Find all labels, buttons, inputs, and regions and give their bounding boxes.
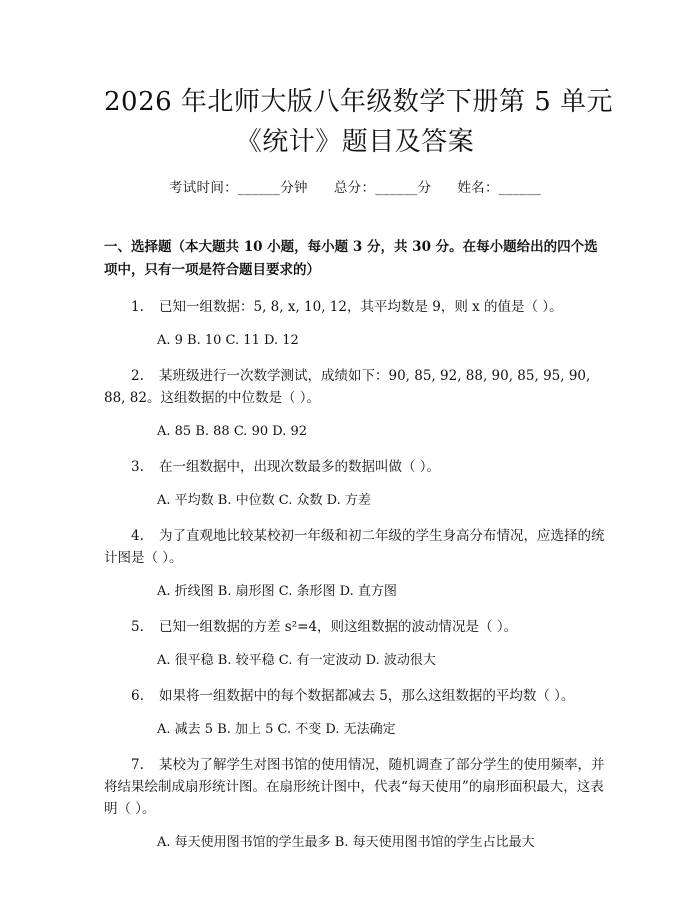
page-title <box>104 0 614 162</box>
question-options: A. 85 B. 88 C. 90 D. 92 <box>157 424 308 439</box>
exam-meta <box>104 176 606 196</box>
question-item <box>104 525 606 569</box>
title-line-2: 《统计》题目及答案 <box>235 127 475 157</box>
question-item <box>104 754 606 820</box>
question-number: 2. <box>131 368 144 384</box>
question-list <box>104 296 606 853</box>
question-number: 7. <box>131 757 144 773</box>
question-number: 5. <box>131 619 144 635</box>
question-item <box>104 296 606 318</box>
section-heading-multiple-choice: 一、选择题（本大题共 10 小题，每小题 3 分，共 30 分。在每小题给出的四个选项中，只有一项是符合题目要求的） <box>104 239 598 278</box>
title-line-1: 2026 年北师大版八年级数学下册第 5 单元 <box>104 87 614 117</box>
question-text: 如果将一组数据中的每个数据都减去 5，那么这组数据的平均数（ ）。 <box>159 688 575 704</box>
question-options: A. 折线图 B. 扇形图 C. 条形图 D. 直方图 <box>157 584 397 599</box>
question-item <box>104 456 606 478</box>
question-options: A. 减去 5 B. 加上 5 C. 不变 D. 无法确定 <box>157 722 396 737</box>
question-options: A. 9 B. 10 C. 11 D. 12 <box>157 333 299 348</box>
name-label: 姓名：______ <box>457 180 542 196</box>
question-text: 已知一组数据：5, 8, x, 10, 12，其平均数是 9，则 x 的值是（ ）。 <box>159 299 563 315</box>
question-number: 3. <box>131 459 144 475</box>
question-item <box>104 365 606 409</box>
question-options: A. 每天使用图书馆的学生最多 B. 每天使用图书馆的学生占比最大 <box>157 835 535 850</box>
question-number: 1. <box>131 299 144 315</box>
question-text: 已知一组数据的方差 s²=4，则这组数据的波动情况是（ ）。 <box>159 619 518 635</box>
question-item <box>104 685 606 707</box>
question-options: A. 平均数 B. 中位数 C. 众数 D. 方差 <box>157 493 371 508</box>
total-score-label: 总分：______分 <box>333 180 432 196</box>
question-text: 某班级进行一次数学测试，成绩如下：90, 85, 92, 88, 90, 85, 95, 90, 88, 82。这组数据的中位数是（ ）。 <box>104 368 591 406</box>
exam-time-label: 考试时间：______分钟 <box>168 180 308 196</box>
question-text: 在一组数据中，出现次数最多的数据叫做（ ）。 <box>159 459 441 475</box>
question-text: 某校为了解学生对图书馆的使用情况，随机调查了部分学生的使用频率，并将结果绘制成扇形统计图。在扇形统计图中，代表“每天使用”的扇形面积最大，这表明（ ）。 <box>104 757 605 817</box>
question-item <box>104 616 606 638</box>
question-options: A. 很平稳 B. 较平稳 C. 有一定波动 D. 波动很大 <box>157 653 436 668</box>
question-number: 4. <box>131 528 144 544</box>
question-number: 6. <box>131 688 144 704</box>
question-text: 为了直观地比较某校初一年级和初二年级的学生身高分布情况，应选择的统计图是（ ）。 <box>104 528 605 566</box>
